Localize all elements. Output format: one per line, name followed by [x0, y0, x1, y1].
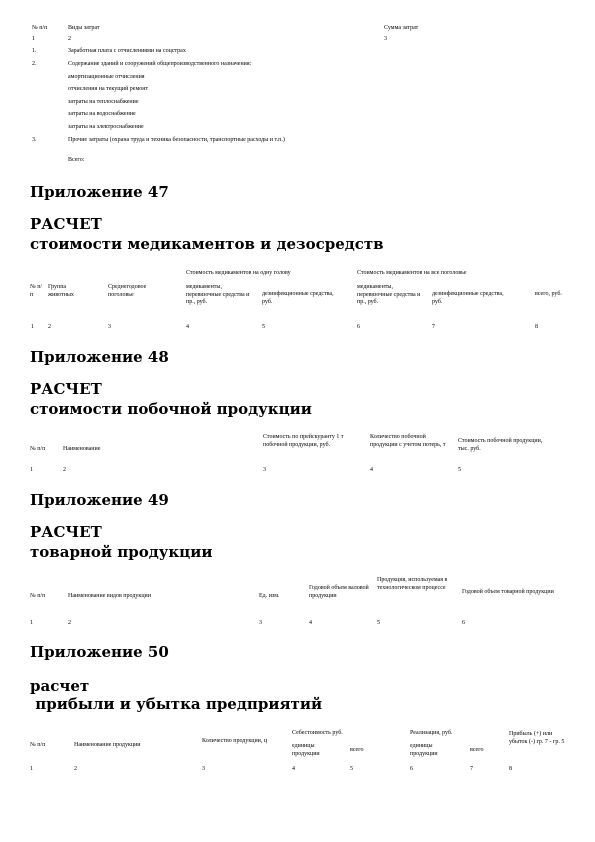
col-number: 3 [263, 467, 266, 473]
col-header-no: № п/п [30, 446, 46, 452]
col-header-per-head: Стоимость медикаментов на одну голову [186, 270, 291, 276]
col-number: 3 [202, 766, 205, 772]
col-number: 7 [432, 324, 435, 330]
col-header-total: всего, руб. [535, 291, 562, 297]
col-header-group: Группа животных [48, 284, 74, 298]
row-text: Содержание зданий и сооружений общепроизводственного назначения: [68, 61, 252, 67]
col-header-name: Наименование [63, 446, 101, 452]
col-header-price: Стоимость по прейскуранту 1 т побочной продукции, руб. [263, 434, 344, 448]
col-header-meds: медикаменты, перевязочные средства и пр., руб. [357, 284, 421, 305]
col-number: 6 [410, 766, 413, 772]
row-number: 3. [32, 137, 37, 143]
col-number: 4 [292, 766, 295, 772]
col-number: 5 [458, 467, 461, 473]
row-text: Заработная плата с отчислениями на соцстрах [68, 48, 186, 54]
col-header-sales: Реализация, руб. [410, 730, 453, 736]
col-header-used: Продукция, используемая в технологическом процессе [377, 577, 448, 591]
row-number: 2. [32, 61, 37, 67]
row-text: амортизационные отчисления [68, 74, 145, 80]
col-header-cost-type: Виды затрат [68, 25, 100, 31]
col-number: 2 [74, 766, 77, 772]
col-number: 3 [259, 620, 262, 626]
col-header-per-unit: единицы продукции [292, 743, 320, 757]
col-number: 6 [462, 620, 465, 626]
appendix-heading: Приложение 47 [30, 183, 169, 201]
section-title: РАСЧЕТ [30, 523, 102, 541]
col-header-no: № п/п [30, 742, 46, 748]
col-header-commodity: Годовой объем товарной продукции [462, 589, 554, 595]
col-number: 4 [309, 620, 312, 626]
col-number: 8 [535, 324, 538, 330]
col-number: 1 [30, 766, 33, 772]
col-number: 7 [470, 766, 473, 772]
col-number: 5 [350, 766, 353, 772]
col-number: 3 [108, 324, 111, 330]
row-text: затраты на электроснабжение [68, 124, 144, 130]
col-header-no: № п/п [30, 284, 43, 298]
col-header-no: № п/п [32, 25, 48, 31]
col-number: 2 [68, 620, 71, 626]
section-subtitle: товарной продукции [30, 543, 213, 561]
col-header-quantity: Количество продукции, ц [202, 738, 268, 744]
section-title: РАСЧЕТ [30, 380, 102, 398]
col-number: 2 [48, 324, 51, 330]
col-number: 8 [509, 766, 512, 772]
col-number: 1 [31, 324, 34, 330]
row-number: 1. [32, 48, 37, 54]
col-header-no: № п/п [30, 593, 46, 599]
col-header-value: Стоимость побочной продукции, тыс. руб. [458, 438, 543, 452]
col-header-sum: Сумма затрат [384, 25, 419, 31]
col-number: 1 [32, 36, 35, 42]
col-number: 5 [377, 620, 380, 626]
col-header-avg-stock: Среднегодовое поголовье [108, 284, 147, 298]
row-text: затраты на теплоснабжение [68, 99, 139, 105]
col-header-name: Наименование видов продукции [68, 593, 151, 599]
row-text: Прочие затраты (охрана труда и техника безопасности, транспортные расходы и т.п.) [68, 137, 285, 143]
row-text: отчисления на текущий ремонт [68, 86, 149, 92]
col-header-total: всего [350, 747, 364, 753]
row-text: затраты на водоснабжение [68, 111, 136, 117]
col-number: 4 [186, 324, 189, 330]
appendix-heading: Приложение 49 [30, 491, 169, 509]
col-header-cost: Себестоимость руб. [292, 730, 343, 736]
col-number: 1 [30, 467, 33, 473]
appendix-heading: Приложение 48 [30, 348, 169, 366]
col-number: 6 [357, 324, 360, 330]
col-header-meds: медикаменты, перевязочные средства и пр., руб. [186, 284, 250, 305]
col-header-disinfectants: дезинфекционные средства, руб. [432, 291, 504, 305]
col-header-disinfectants: дезинфекционные средства, руб. [262, 291, 334, 305]
section-title: расчет [30, 677, 90, 695]
total-label: Всего: [68, 157, 85, 163]
col-header-gross: Годовой объем валовой продукции [309, 585, 369, 599]
col-header-total: всего [470, 747, 484, 753]
col-number: 5 [262, 324, 265, 330]
section-subtitle: прибыли и убытка предприятий [30, 695, 323, 713]
col-header-unit: Ед. изм. [259, 593, 280, 599]
col-number: 3 [384, 36, 387, 42]
section-subtitle: стоимости медикаментов и дезосредств [30, 235, 384, 253]
col-header-profit: Прибыль (+) или убыток (-) гр. 7 - гр. 5 [509, 731, 565, 745]
section-title: РАСЧЕТ [30, 215, 102, 233]
col-header-quantity: Количество побочной продукции с учетом потерь, т [370, 434, 446, 448]
col-header-per-unit: единицы продукции [410, 743, 438, 757]
col-number: 1 [30, 620, 33, 626]
appendix-heading: Приложение 50 [30, 643, 169, 661]
col-number: 2 [63, 467, 66, 473]
col-header-name: Наименование продукции [74, 742, 141, 748]
col-number: 2 [68, 36, 71, 42]
col-number: 4 [370, 467, 373, 473]
section-subtitle: стоимости побочной продукции [30, 400, 312, 418]
col-header-all-stock: Стоимость медикаментов на все поголовье [357, 270, 467, 276]
